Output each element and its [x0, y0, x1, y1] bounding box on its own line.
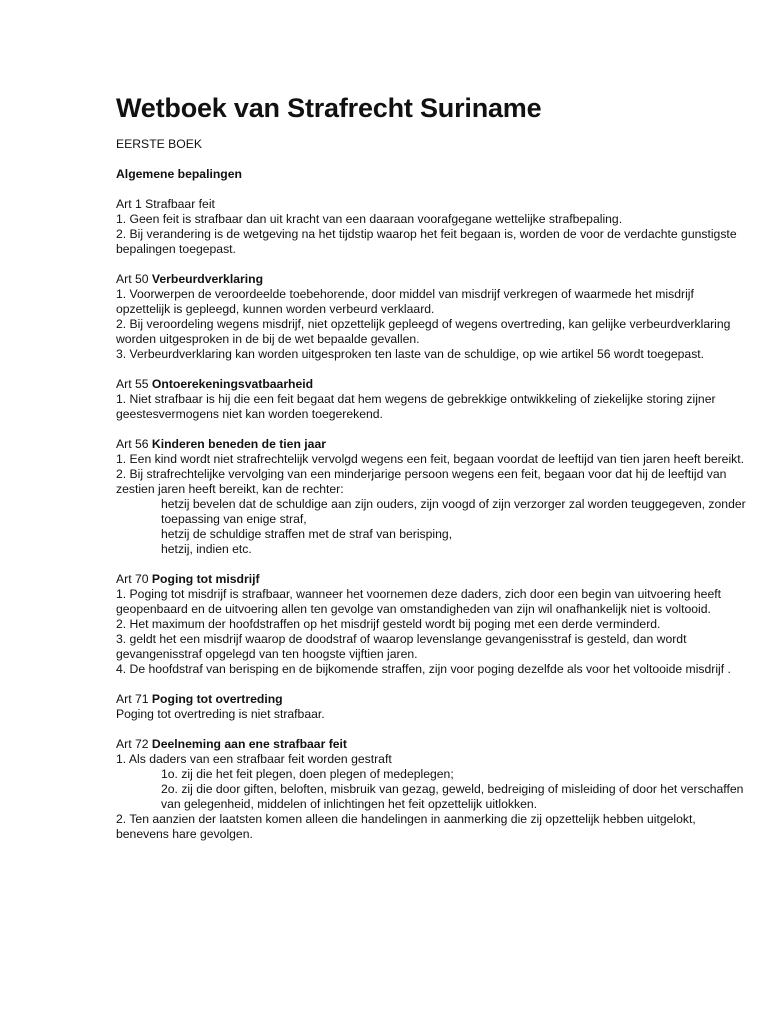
article-heading	[116, 572, 746, 587]
article-paragraph: 1. Niet strafbaar is hij die een feit begaat dat hem wegens de gebrekkige ontwikkeling of ziekelijke storing zijner geestesvermogens niet kan worden toegerekend.	[116, 392, 716, 421]
article-heading	[116, 737, 746, 752]
indented-clause: hetzij de schuldige straffen met de straf van berisping,	[161, 527, 453, 541]
article-55	[116, 377, 746, 422]
article-number: Art 1	[116, 197, 142, 211]
article-heading	[116, 377, 746, 392]
indented-clause: hetzij, indien etc.	[161, 542, 252, 556]
document-page	[116, 92, 746, 842]
article-title: Ontoerekeningsvatbaarheid	[151, 377, 314, 391]
article-number: Art 70	[116, 572, 149, 586]
article-paragraph: 4. De hoofdstraf van berisping en de bijkomende straffen, zijn voor poging dezelfde als voor het voltooide misdrijf .	[116, 662, 731, 676]
section-heading: Algemene bepalingen	[116, 167, 242, 181]
article-72	[116, 737, 746, 842]
article-56	[116, 437, 746, 557]
article-paragraph: 2. Bij veroordeling wegens misdrijf, niet opzettelijk gepleegd of wegens overtreding, kan gelijke verbeurdverklaring worden uitgesproken in de bij de wet bepaalde gevallen.	[116, 317, 731, 346]
article-number: Art 72	[116, 737, 149, 751]
article-title: Poging tot overtreding	[151, 692, 283, 706]
article-paragraph: 1. Voorwerpen de veroordeelde toebehorende, door middel van misdrijf verkregen of waarmede het misdrijf opzettelijk is gepleegd, kunnen worden verbeurd verklaard.	[116, 287, 694, 316]
article-heading	[116, 692, 746, 707]
indented-clause: 2o. zij die door giften, beloften, misbruik van gezag, geweld, bedreiging of misleiding of door het verschaffen van gelegenheid, middelen of inlichtingen het feit opzettelijk uitlokken.	[161, 782, 744, 811]
article-number: Art 50	[116, 272, 149, 286]
article-title: Poging tot misdrijf	[151, 572, 260, 586]
article-paragraph: 2. Bij verandering is de wetgeving na het tijdstip waarop het feit begaan is, worden de voor de verdachte gunstigste bepalingen toegepast.	[116, 227, 737, 256]
article-70	[116, 572, 746, 677]
article-number: Art 55	[116, 377, 149, 391]
article-heading	[116, 272, 746, 287]
article-heading	[116, 437, 746, 452]
article-paragraph: 1. Geen feit is strafbaar dan uit kracht van een daaraan voorafgegane wettelijke strafbepaling.	[116, 212, 623, 226]
article-paragraph: 1. Poging tot misdrijf is strafbaar, wanneer het voornemen deze daders, zich door een begin van uitvoering heeft geopenbaard en de uitvoering allen ten gevolge van omstandigheden van zijn wil onafhankelijk niet is voltooid.	[116, 587, 721, 616]
indented-clause: hetzij bevelen dat de schuldige aan zijn ouders, zijn voogd of zijn verzorger zal worden teuggegeven, zonder toepassing van enige straf,	[161, 497, 746, 526]
article-title: Deelneming aan ene strafbaar feit	[151, 737, 347, 751]
article-paragraph: 2. Ten aanzien der laatsten komen alleen die handelingen in aanmerking die zij opzettelijk hebben uitgelokt, benevens hare gevolgen.	[116, 812, 696, 841]
article-heading	[116, 197, 746, 212]
book-label: EERSTE BOEK	[116, 137, 203, 151]
article-71	[116, 692, 746, 722]
article-paragraph: Poging tot overtreding is niet strafbaar.	[116, 707, 325, 721]
article-paragraph: 3. geldt het een misdrijf waarop de doodstraf of waarop levenslange gevangenisstraf is gesteld, dan wordt gevangenisstraf opgelegd van ten hoogste vijftien jaren.	[116, 632, 687, 661]
article-number: Art 71	[116, 692, 149, 706]
article-1	[116, 197, 746, 257]
article-paragraph: 2. Het maximum der hoofdstraffen op het misdrijf gesteld wordt bij poging met een derde verminderd.	[116, 617, 661, 631]
article-paragraph: 1. Als daders van een strafbaar feit worden gestraft	[116, 752, 392, 766]
article-paragraph: 3. Verbeurdverklaring kan worden uitgesproken ten laste van de schuldige, op wie artikel 56 wordt toegepast.	[116, 347, 705, 361]
article-paragraph: 2. Bij strafrechtelijke vervolging van een minderjarige persoon wegens een feit, begaan voor dat hij de leeftijd van zestien jaren heeft bereikt, kan de rechter:	[116, 467, 727, 496]
article-title: Strafbaar feit	[145, 197, 215, 211]
article-number: Art 56	[116, 437, 149, 451]
document-title: Wetboek van Strafrecht Suriname	[116, 93, 542, 123]
article-title: Kinderen beneden de tien jaar	[151, 437, 326, 451]
article-paragraph: 1. Een kind wordt niet strafrechtelijk vervolgd wegens een feit, begaan voordat de leeftijd van tien jaren heeft bereikt.	[116, 452, 745, 466]
article-title: Verbeurdverklaring	[151, 272, 264, 286]
article-50	[116, 272, 746, 362]
indented-clause: 1o. zij die het feit plegen, doen plegen of medeplegen;	[161, 767, 454, 781]
